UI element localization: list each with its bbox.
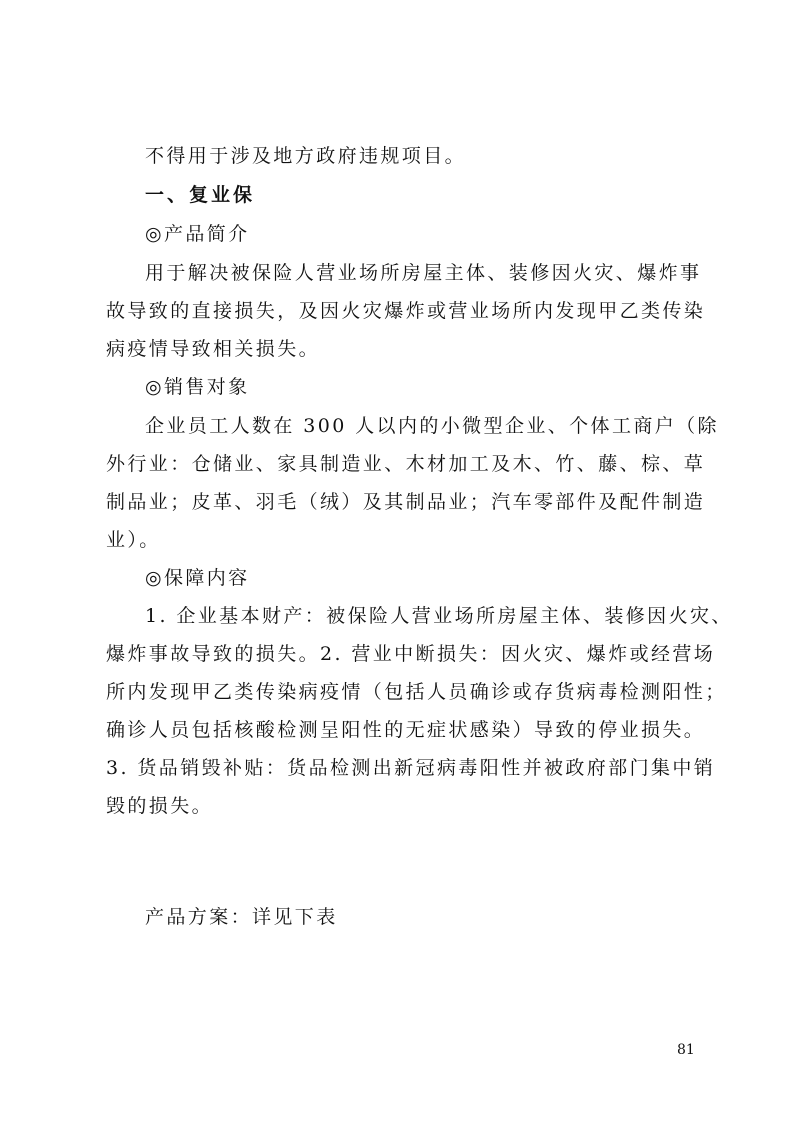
text-line: 不得用于涉及地方政府违规项目。 [145, 145, 467, 167]
subsection-heading: ◎销售对象 [145, 376, 250, 398]
page-number: 81 [677, 1042, 695, 1058]
text-line: 制品业；皮革、羽毛（绒）及其制品业；汽车零部件及配件制造 [106, 491, 706, 513]
text-line: 企业员工人数在 300 人以内的小微型企业、个体工商户（除 [145, 415, 719, 437]
text-line: 1. 企业基本财产：被保险人营业场所房屋主体、装修因火灾、 [145, 605, 733, 627]
text-line: 用于解决被保险人营业场所房屋主体、装修因火灾、爆炸事 [145, 262, 702, 284]
text-line: 3. 货品销毁补贴：货品检测出新冠病毒阳性并被政府部门集中销 [106, 757, 716, 779]
text-line: 故导致的直接损失，及因火灾爆炸或营业场所内发现甲乙类传染 [106, 300, 706, 322]
text-line: 产品方案：详见下表 [145, 906, 338, 928]
text-line: 所内发现甲乙类传染病疫情（包括人员确诊或存货病毒检测阳性； [106, 681, 727, 703]
text-line: 病疫情导致相关损失。 [106, 338, 321, 360]
subsection-heading: ◎产品简介 [145, 223, 250, 245]
text-line: 毁的损失。 [106, 795, 214, 817]
section-heading: 一、复业保 [145, 184, 256, 206]
subsection-heading: ◎保障内容 [145, 567, 250, 589]
text-line: 确诊人员包括核酸检测呈阳性的无症状感染）导致的停业损失。 [106, 719, 706, 741]
text-line: 爆炸事故导致的损失。2. 营业中断损失：因火灾、爆炸或经营场 [106, 643, 716, 665]
text-line: 业）。 [106, 529, 161, 551]
text-line: 外行业：仓储业、家具制造业、木材加工及木、竹、藤、棕、草 [106, 453, 706, 475]
